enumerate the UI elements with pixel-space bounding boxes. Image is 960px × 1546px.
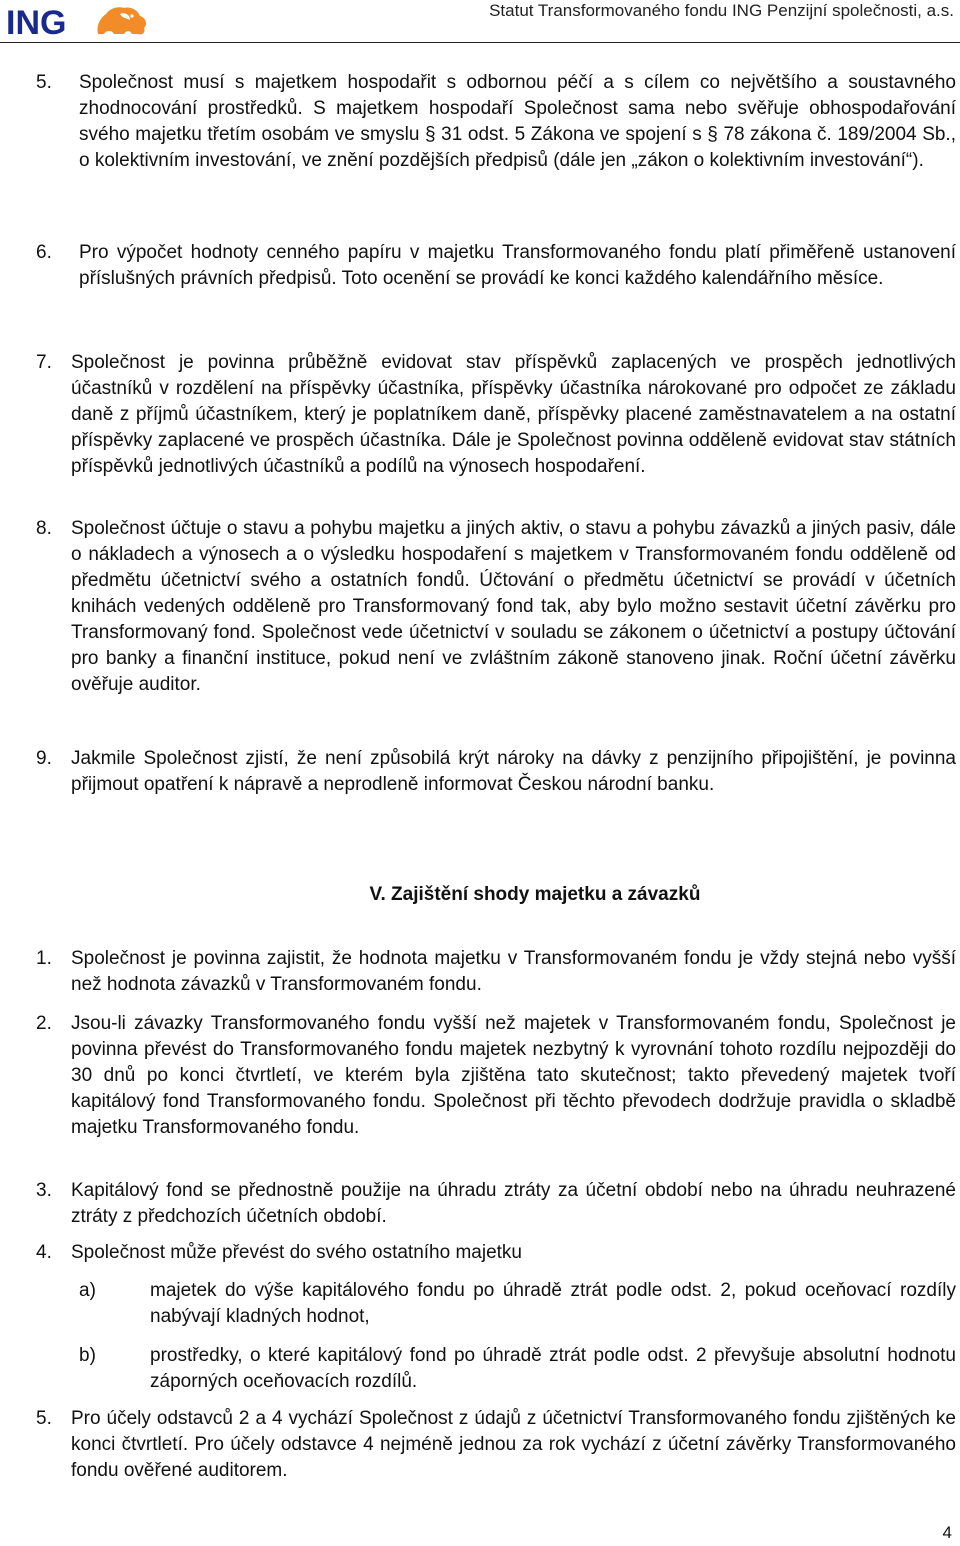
logo-text: ING	[6, 4, 67, 42]
subitem-text: prostředky, o které kapitálový fond po úhradě ztrát podle odst. 2 převyšuje absolutní hodnotu záporných oceňovacích rozdílů.	[150, 1345, 956, 1392]
item-number: 9.	[36, 748, 52, 769]
item-number: 8.	[36, 518, 52, 539]
item-number: 7.	[36, 352, 52, 373]
item-number: 5.	[36, 72, 52, 93]
subitem-letter: b)	[79, 1345, 96, 1366]
item-number: 2.	[36, 1013, 52, 1034]
lion-icon	[97, 7, 146, 34]
item-text: Jakmile Společnost zjistí, že není způsobilá krýt nároky na dávky z penzijního připojištění, je povinna přijmout opatření k nápravě a neprodleně informovat Českou národní banku.	[71, 748, 956, 795]
item-number: 5.	[36, 1408, 52, 1429]
item-number: 1.	[36, 948, 52, 969]
item-number: 3.	[36, 1180, 52, 1201]
ing-logo	[6, 0, 156, 42]
page-header	[0, 0, 960, 46]
subitem-text: majetek do výše kapitálového fondu po úhradě ztrát podle odst. 2, pokud oceňovací rozdíly nabývají kladných hodnot,	[150, 1280, 956, 1327]
item-text: Společnost musí s majetkem hospodařit s odbornou péčí a s cílem co největšího a soustavného zhodnocování prostředků. S majetkem hospodaří Společnost sama nebo svěřuje obhospodařování svého majetku třetím osobám ve smyslu § 31 odst. 5 Zákona ve spojení s § 78 zákona č. 189/2004 Sb., o kolektivním investování, ve znění pozdějších předpisů (dále jen „zákon o kolektivním investování“).	[79, 72, 956, 171]
item-text: Společnost účtuje o stavu a pohybu majetku a jiných aktiv, o stavu a pohybu závazků a jiných pasiv, dále o nákladech a výnosech a o výsledku hospodaření s majetkem v Transformovaném fondu odděleně od předmětu účetnictví svého a ostatních fondů. Účtování o předmětu účetnictví se provádí v účetních knihách vedených odděleně pro Transformovaný fond tak, aby bylo možno sestavit účetní závěrku pro Transformovaný fond. Společnost vede účetnictví v souladu se zákonem o účetnictví a postupy účtování pro banky a finanční instituce, pokud není ve zvláštním zákoně stanoveno jinak. Roční účetní závěrku ověřuje auditor.	[71, 518, 956, 695]
item-text: Jsou-li závazky Transformovaného fondu vyšší než majetek v Transformovaném fondu, Společnost je povinna převést do Transformovaného fondu majetek nezbytný k vyrovnání tohoto rozdílu nejpozději do 30 dnů po konci čtvrtletí, ve kterém byla zjištěna tato skutečnost; takto převedený majetek tvoří kapitálový fond Transformovaného fondu. Společnost při těchto převodech dodržuje pravidla o skladbě majetku Transformovaného fondu.	[71, 1013, 956, 1138]
item-number: 4.	[36, 1242, 52, 1263]
subitem-letter: a)	[79, 1280, 96, 1301]
section-heading: V. Zajištění shody majetku a závazků	[369, 884, 701, 905]
item-number: 6.	[36, 242, 52, 263]
item-text: Společnost je povinna zajistit, že hodnota majetku v Transformovaném fondu je vždy stejná nebo vyšší než hodnota závazků v Transformovaném fondu.	[71, 948, 956, 995]
page-number: 4	[942, 1523, 952, 1542]
item-text: Společnost je povinna průběžně evidovat stav příspěvků zaplacených ve prospěch jednotlivých účastníků v rozdělení na příspěvky účastníka, příspěvky účastníka nárokované pro odpočet ze základu daně z příjmů účastníkem, který je poplatníkem daně, příspěvky placené zaměstnavatelem a na ostatní příspěvky zaplacené ve prospěch účastníka. Dále je Společnost povinna odděleně evidovat stav státních příspěvků jednotlivých účastníků a podílů na výnosech hospodaření.	[71, 352, 956, 477]
item-text: Pro výpočet hodnoty cenného papíru v majetku Transformovaného fondu platí přiměřeně ustanovení příslušných právních předpisů. Toto ocenění se provádí ke konci každého kalendářního měsíce.	[79, 242, 956, 289]
item-text: Pro účely odstavců 2 a 4 vychází Společnost z údajů z účetnictví Transformovaného fondu zjištěných ke konci čtvrtletí. Pro účely odstavce 4 nejméně jednou za rok vychází z účetní závěrky Transformovaného fondu ověřené auditorem.	[71, 1408, 956, 1481]
document-title: Statut Transformovaného fondu ING Penzijní společnosti, a.s.	[489, 1, 954, 20]
item-text: Společnost může převést do svého ostatního majetku	[71, 1242, 522, 1263]
header-divider	[0, 42, 960, 43]
item-text: Kapitálový fond se přednostně použije na úhradu ztráty za účetní období nebo na úhradu neuhrazené ztráty z předchozích účetních období.	[71, 1180, 956, 1227]
